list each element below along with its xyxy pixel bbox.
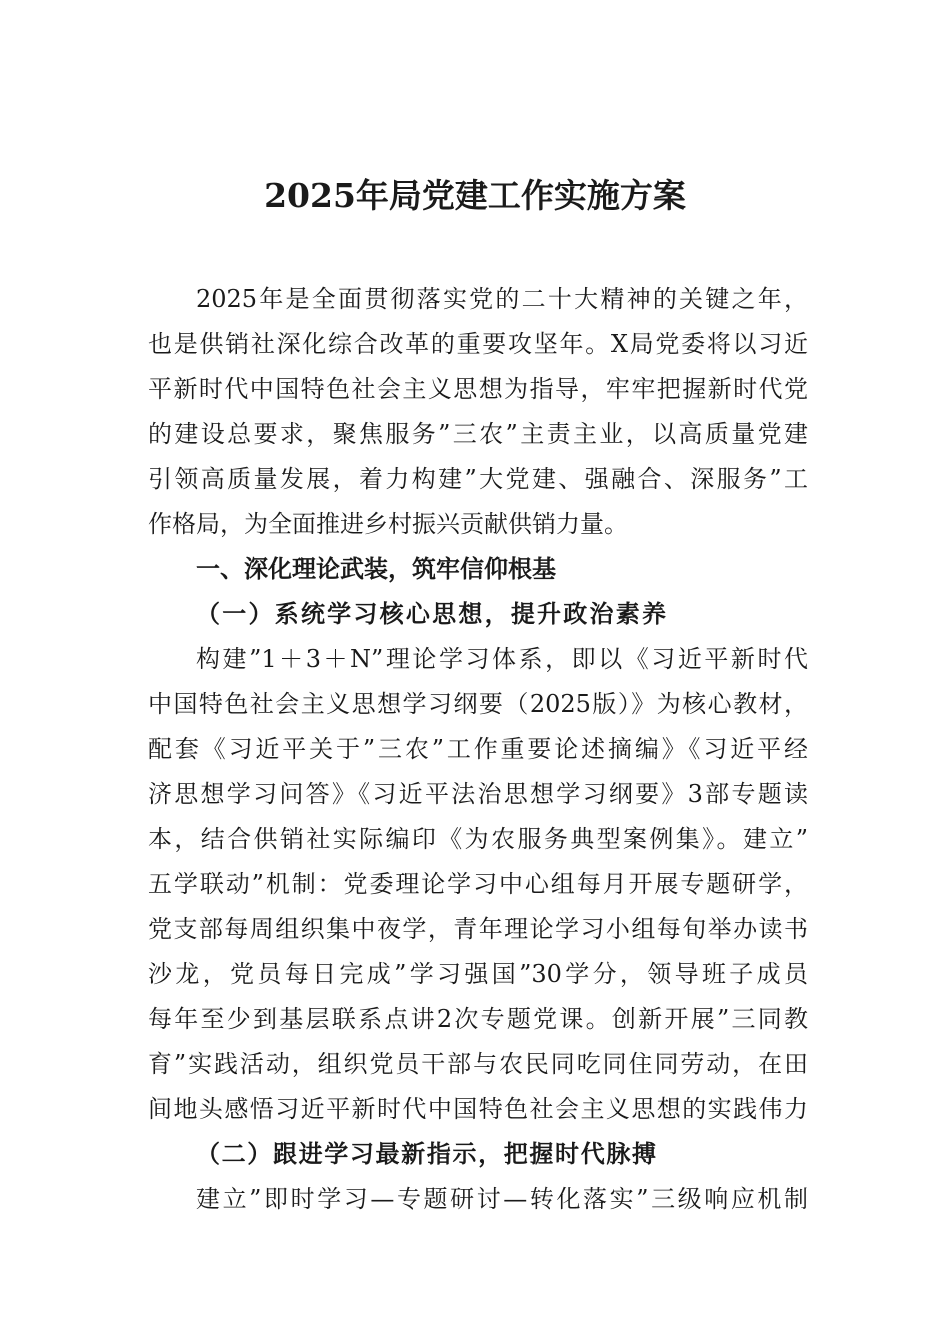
paragraph-line: 五学联动”机制：党委理论学习中心组每月开展专题研学，	[148, 870, 808, 898]
paragraph-line: 间地头感悟习近平新时代中国特色社会主义思想的实践伟力	[148, 1095, 808, 1123]
paragraph-line: 也是供销社深化综合改革的重要攻坚年。X局党委将以习近	[148, 330, 808, 358]
paragraph-line: 的建设总要求，聚焦服务”三农”主责主业，以高质量党建	[148, 420, 808, 448]
paragraph-line: 中国特色社会主义思想学习纲要（2025版）》为核心教材，	[148, 690, 808, 718]
subsection-heading: （一）系统学习核心思想，提升政治素养	[196, 599, 666, 628]
subsection-heading: （二）跟进学习最新指示，把握时代脉搏	[196, 1139, 656, 1168]
paragraph-line: 2025年是全面贯彻落实党的二十大精神的关键之年，	[196, 285, 808, 313]
paragraph-line: 沙龙，党员每日完成”学习强国”30学分，领导班子成员	[148, 960, 808, 988]
paragraph-line: 构建”1＋3＋N”理论学习体系，即以《习近平新时代	[196, 645, 808, 673]
paragraph-line: 育”实践活动，组织党员干部与农民同吃同住同劳动，在田	[148, 1050, 808, 1078]
paragraph-line: 引领高质量发展，着力构建”大党建、强融合、深服务”工	[148, 465, 808, 493]
section-heading: 一、深化理论武装，筑牢信仰根基	[196, 555, 556, 583]
paragraph-line: 作格局，为全面推进乡村振兴贡献供销力量。	[148, 510, 628, 538]
paragraph-line: 本，结合供销社实际编印《为农服务典型案例集》。建立”	[148, 825, 808, 853]
paragraph-line: 每年至少到基层联系点讲2次专题党课。创新开展”三同教	[148, 1005, 808, 1033]
paragraph-line: 党支部每周组织集中夜学，青年理论学习小组每旬举办读书	[148, 915, 808, 943]
paragraph-line: 平新时代中国特色社会主义思想为指导，牢牢把握新时代党	[148, 375, 808, 403]
document-title: 2025年局党建工作实施方案	[264, 176, 686, 215]
paragraph-line: 配套《习近平关于”三农”工作重要论述摘编》《习近平经	[148, 735, 808, 763]
paragraph-line: 济思想学习问答》《习近平法治思想学习纲要》3部专题读	[148, 780, 808, 808]
paragraph-line: 建立”即时学习—专题研讨—转化落实”三级响应机制	[196, 1185, 808, 1213]
